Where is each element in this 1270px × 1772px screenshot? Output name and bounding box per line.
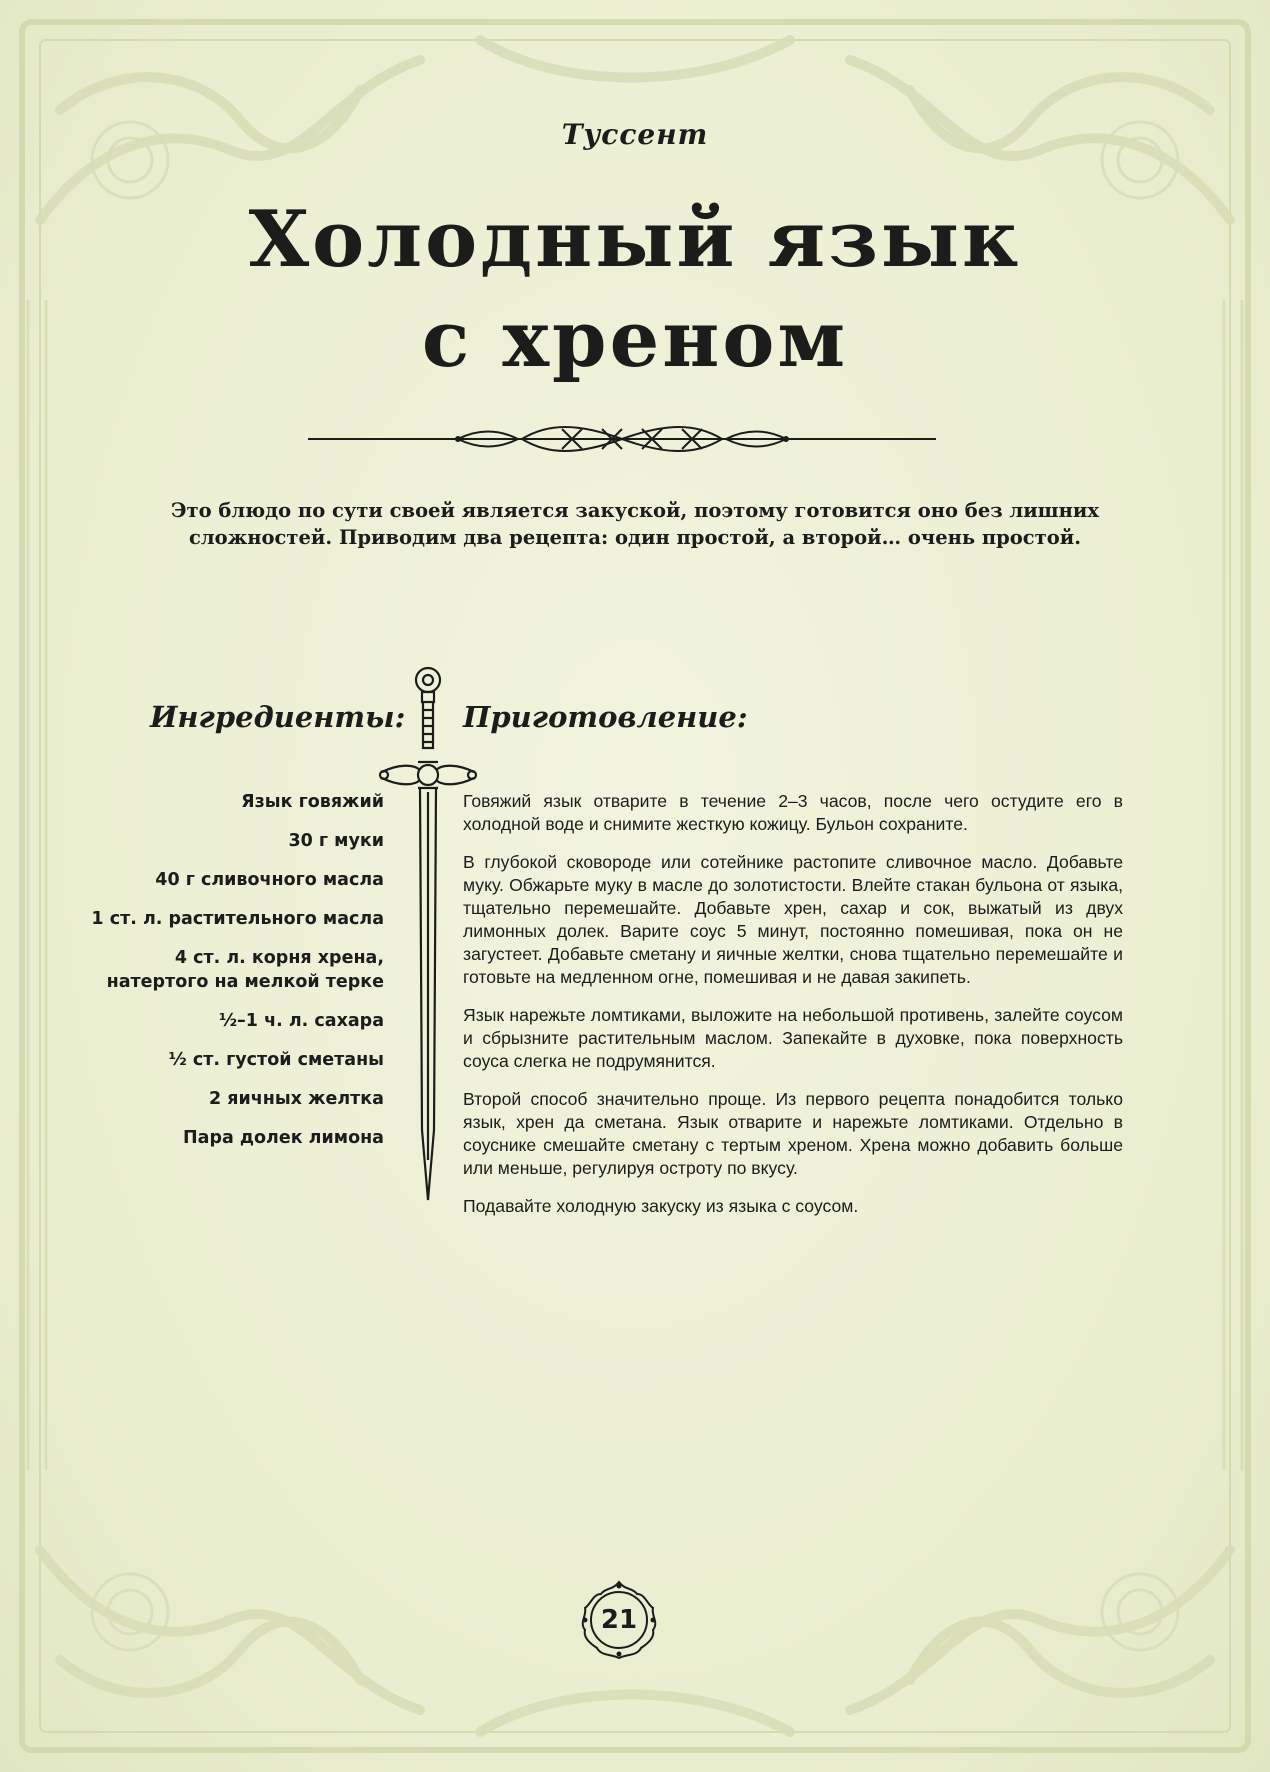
preparation-heading: Приготовление: [463, 700, 748, 734]
preparation-paragraph: Подавайте холодную закуску из языка с соусом. [463, 1196, 859, 1216]
ingredient-item: 30 г муки [288, 831, 384, 851]
preparation-paragraph: Язык нарежьте ломтиками, выложите на небольшой противень, залейте соусом и сбрызните растительным маслом. Запекайте в духовке, пока поверхность соуса слегка не подрумянится. [463, 1005, 1123, 1071]
ingredient-item: Пара долек лимона [182, 1128, 384, 1148]
intro-text: Это блюдо по сути своей является закуской, поэтому готовится оно без лишних сложностей. Приводим два рецепта: один простой, а второй… очень простой. [170, 499, 1099, 549]
ingredients-list [80, 790, 384, 1165]
ingredient-item: 1 ст. л. растительного масла [91, 909, 384, 929]
preparation-steps [463, 790, 1123, 1233]
section-title: Туссент [561, 118, 709, 151]
recipe-title [0, 190, 1270, 390]
preparation-paragraph: Второй способ значительно проще. Из первого рецепта понадобится только язык, хрен да сметана. Язык отварите и нарежьте ломтиками. Отдельно в соуснике смешайте сметану с тертым хреном. Хрена можно добавить больше или меньше, регулируя остроту по вкусу. [463, 1089, 1123, 1178]
ingredient-item: 4 ст. л. корня хрена, натертого на мелкой терке [106, 948, 384, 992]
preparation-paragraph: В глубокой сковороде или сотейнике растопите сливочное масло. Добавьте муку. Обжарьте муку в масле до золотистости. Влейте стакан бульона от языка, тщательно перемешайте. Добавьте хрен, сахар и сок, выжатый из двух лимонных долек. Варите соус 5 минут, постоянно помешивая, пока он не загустеет. Добавьте сметану и яичные желтки, снова тщательно перемешайте и готовьте на медленном огне, помешивая и не давая закипеть. [463, 852, 1123, 987]
ingredient-item: ½–1 ч. л. сахара [218, 1011, 384, 1031]
recipe-title-line-2: с хреном [421, 294, 849, 385]
ingredient-item: 2 яичных желтка [208, 1089, 384, 1109]
preparation-paragraph: Говяжий язык отварите в течение 2–3 часов, после чего остудите его в холодной воде и снимите жесткую кожицу. Бульон сохраните. [463, 791, 1123, 834]
page-number-badge [577, 1578, 661, 1662]
recipe-title-line-1: Холодный язык [248, 194, 1022, 285]
page-number: 21 [600, 1605, 638, 1635]
ingredient-item: Язык говяжий [241, 792, 384, 812]
ingredient-item: 40 г сливочного масла [155, 870, 384, 890]
ingredient-item: ½ ст. густой сметаны [168, 1050, 384, 1070]
ingredients-heading: Ингредиенты: [150, 700, 406, 734]
ornamental-divider [308, 425, 936, 453]
